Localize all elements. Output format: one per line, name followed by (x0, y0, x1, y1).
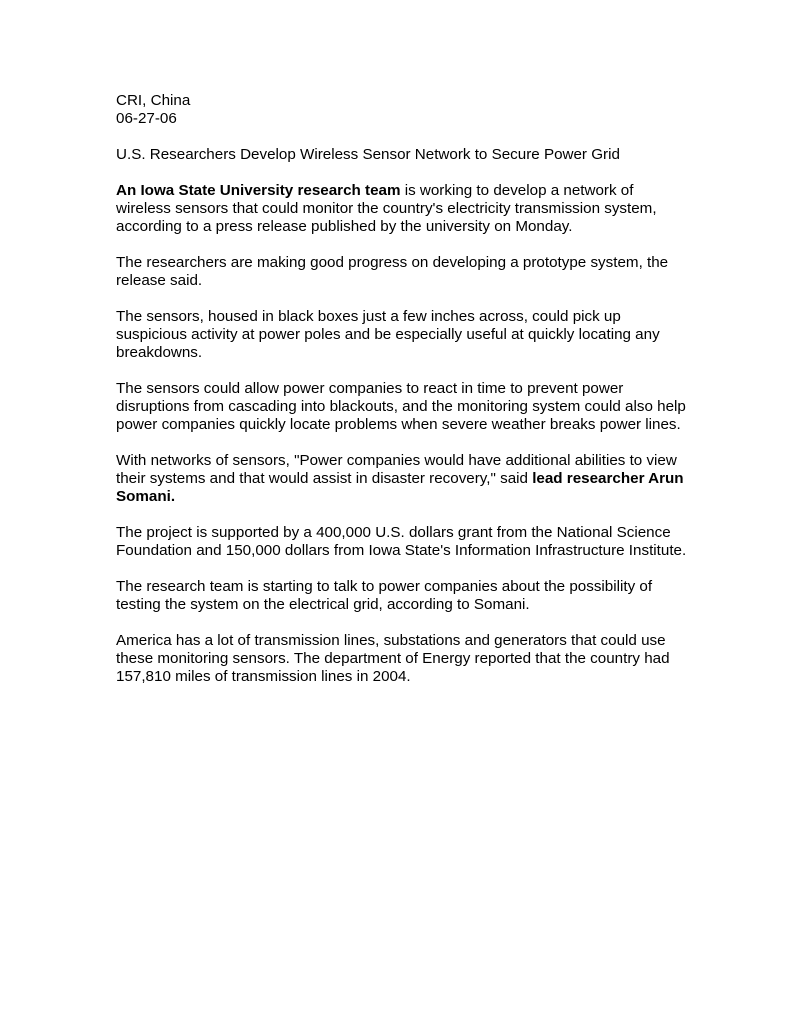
paragraph-7: The research team is starting to talk to power companies about the possibility of testing the system on the electrical grid, according to Somani. (116, 578, 653, 613)
document-page (116, 92, 691, 704)
paragraph-5-text: With networks of sensors, "Power companies would have additional abilities to view their systems and that would assist in disaster recovery," said (116, 452, 677, 487)
paragraph-1-bold: An Iowa State University research team (116, 182, 401, 199)
date-line: 06-27-06 (116, 110, 177, 127)
paragraph-6: The project is supported by a 400,000 U.S. dollars grant from the National Science Foundation and 150,000 dollars from Iowa State's Information Infrastructure Institute. (116, 524, 687, 559)
paragraph-1-text: is working to develop a network of wireless sensors that could monitor the country's electricity transmission system, according to a press release published by the university on Monday. (116, 182, 657, 235)
paragraph-3: The sensors, housed in black boxes just a few inches across, could pick up suspicious activity at power poles and be especially useful at quickly locating any breakdowns. (116, 308, 660, 361)
paragraph-8: America has a lot of transmission lines, substations and generators that could use these monitoring sensors. The department of Energy reported that the country had 157,810 miles of transmission lines in 2004. (116, 632, 670, 685)
paragraph-1 (116, 182, 691, 236)
paragraph-2: The researchers are making good progress on developing a prototype system, the release said. (116, 254, 669, 289)
headline: U.S. Researchers Develop Wireless Sensor Network to Secure Power Grid (116, 146, 620, 163)
paragraph-5 (116, 452, 691, 506)
paragraph-4: The sensors could allow power companies to react in time to prevent power disruptions from cascading into blackouts, and the monitoring system could also help power companies quickly locate problems when severe weather breaks power lines. (116, 380, 686, 433)
paragraph-5-bold: lead researcher Arun Somani. (116, 470, 684, 505)
source-line: CRI, China (116, 92, 191, 109)
